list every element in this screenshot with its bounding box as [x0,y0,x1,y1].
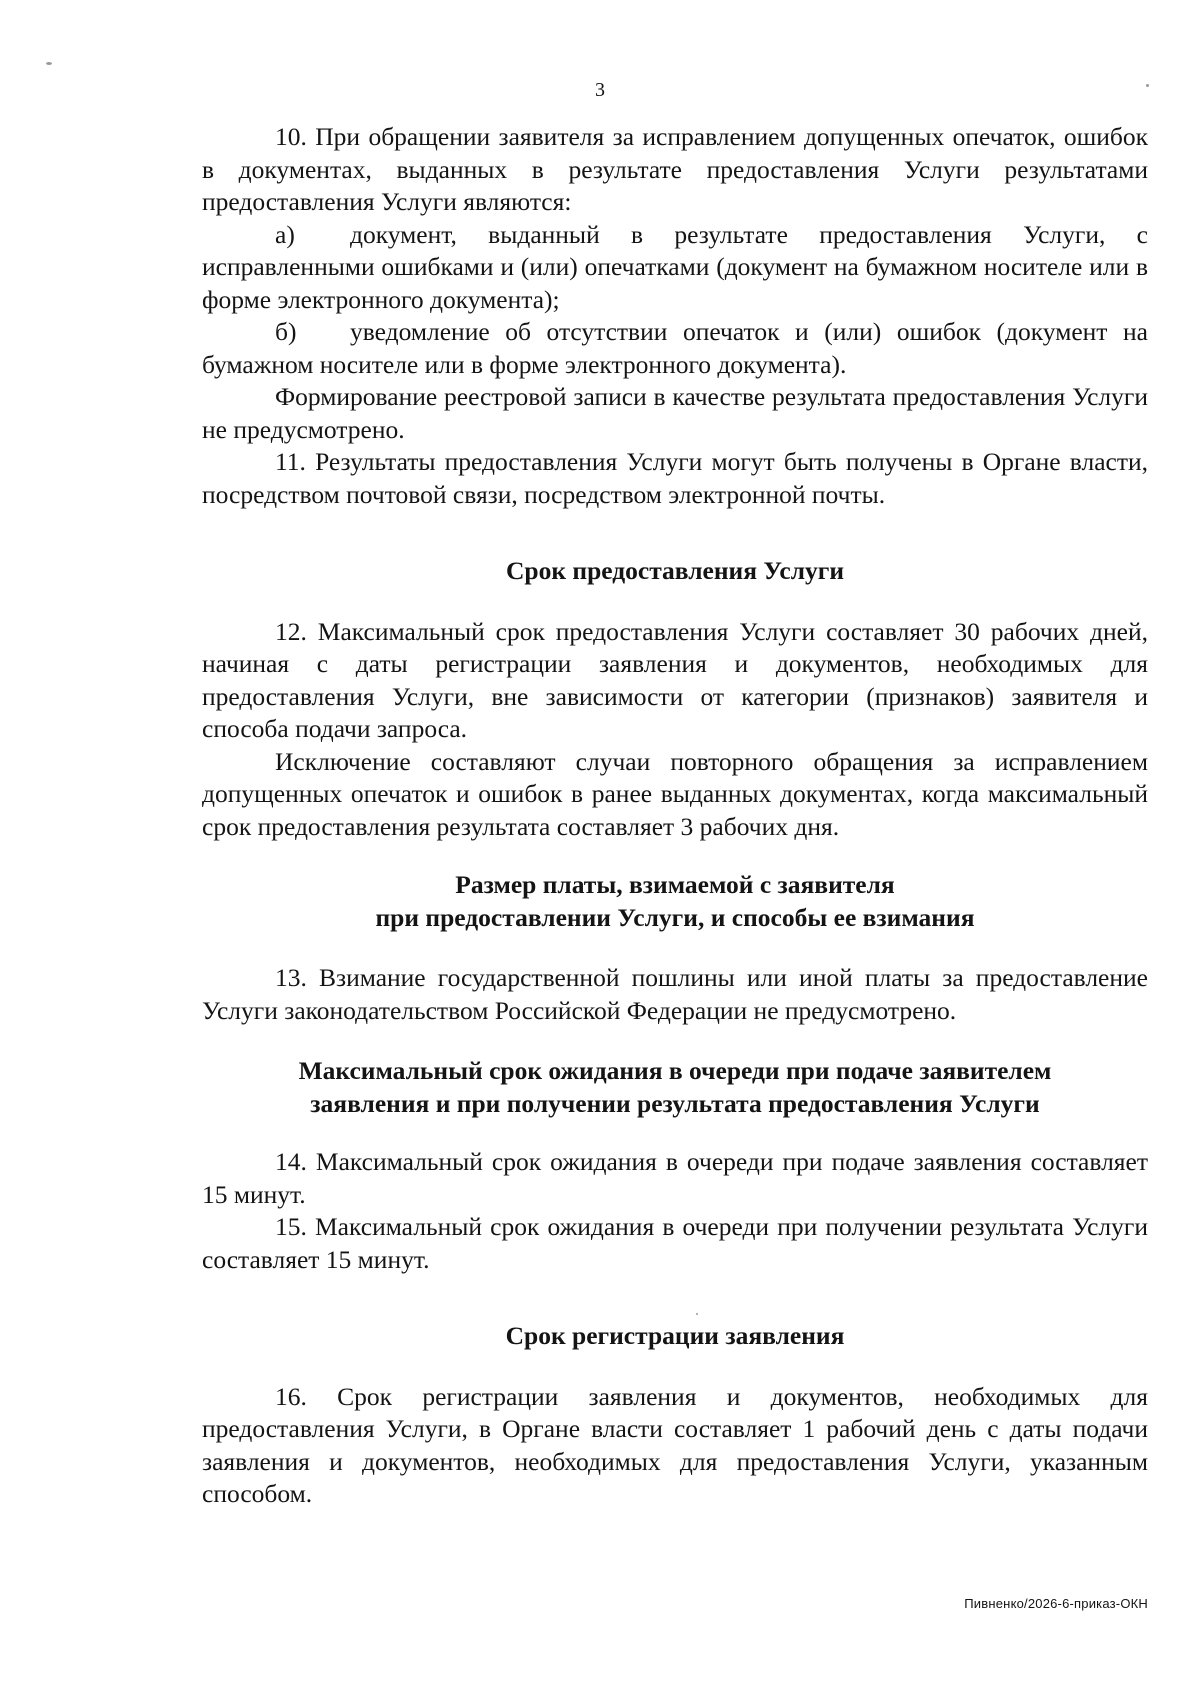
paragraph-13: 13. Взимание государственной пошлины или иной платы за предоставление Услуги законодательством Российской Федерации не предусмотрено. [202,963,1148,1025]
paragraph-12: 12. Максимальный срок предоставления Услуги составляет 30 рабочих дней, начиная с даты регистрации заявления и документов, необходимых для предоставления Услуги, вне зависимости от категории (признаков) заявителя и способа подачи запроса. [202,616,1148,743]
paragraph-16: 16. Срок регистрации заявления и документов, необходимых для предоставления Услуги, в Органе власти составляет 1 рабочий день с даты подачи заявления и документов, необходимых для предоставления Услуги, указанным способом. [202,1381,1148,1508]
page-number: 3 [595,79,605,101]
heading-queue-line-1: Максимальный срок ожидания в очереди при подаче заявителем [298,1056,1052,1085]
footer-document-code: Пивненко/2026-6-приказ-ОКН [964,1596,1148,1611]
heading-fee-line-2: при предоставлении Услуги, и способы ее взимания [375,902,975,932]
paragraph-14: 14. Максимальный срок ожидания в очереди при подаче заявления составляет 15 минут. [202,1147,1148,1209]
paragraph-registry-record: Формирование реестровой записи в качестве результата предоставления Услуги не предусмотрено. [202,382,1148,444]
list-marker-a: а) [275,219,295,249]
scan-speck [46,62,52,65]
heading-registration-term: Срок регистрации заявления [505,1321,845,1350]
list-marker-b: б) [275,317,297,346]
paragraph-15: 15. Максимальный срок ожидания в очереди при получении результата Услуги составляет 15 минут. [202,1212,1148,1274]
paragraph-12-exception: Исключение составляют случаи повторного обращения за исправлением допущенных опечаток и ошибок в ранее выданных документах, когда максимальный срок предоставления результата составляет 3 рабочих дня. [202,746,1148,841]
heading-service-term: Срок предоставления Услуги [505,556,845,585]
scan-speck [696,1313,698,1315]
document-body [202,121,1148,1511]
paragraph-10: 10. При обращении заявителя за исправлением допущенных опечаток, ошибок в документах, выданных в результате предоставления Услуги результатами предоставления Услуги являются: [202,122,1148,216]
scan-speck [1146,84,1149,87]
list-item-a [202,219,1148,317]
list-item-b [202,316,1148,381]
list-text-a: документ, выданный в результате предоставления Услуги, с исправленными ошибками и (или) опечатками (документ на бумажном носителе или в форме электронного документа); [202,219,1148,314]
list-text-b: уведомление об отсутствии опечаток и (или) ошибок (документ на бумажном носителе или в форме электронного документа). [202,317,1148,379]
heading-fee-line-1: Размер платы, взимаемой с заявителя [455,870,895,899]
heading-queue-line-2: заявления и при получении результата предоставления Услуги [310,1088,1040,1118]
paragraph-11: 11. Результаты предоставления Услуги могут быть получены в Органе власти, посредством почтовой связи, посредством электронной почты. [202,447,1148,509]
